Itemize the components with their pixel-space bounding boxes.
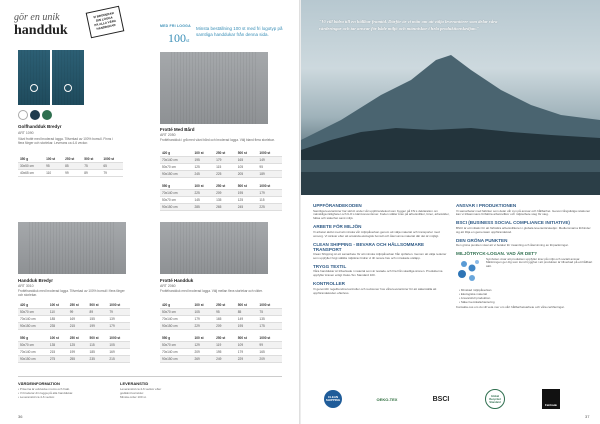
section-heading: UPPFÖRANDEKODEN <box>313 203 362 208</box>
price-table: 420 g 100 st 250 st 500 st 1000 st 50x70 cm 110 99 89 79 70x140 cm 185 169 155 139 90x150 cm 235 215 199 179 <box>18 302 130 330</box>
list-item: • Ekologiska material <box>459 291 487 296</box>
price-table <box>18 156 123 177</box>
footer-left-text: • Priserna är exklusive moms och frakt. • Vi broderar din logga på alla handdukar. • Leveranstid ca 4-6 veckor. <box>18 387 74 399</box>
table-row: 40x65 cm 110 99 89 79 <box>18 170 123 177</box>
text-column-right <box>456 200 594 310</box>
price-table-2: 550 g 100 st 250 st 500 st 1000 st 70x140 cm 225 209 195 179 50x70 cm 145 135 125 115 90x150 cm 285 265 245 225 <box>160 183 282 211</box>
water-drops-icon <box>456 258 482 286</box>
table-row: 70x140 cm 215 199 185 169 <box>18 349 130 356</box>
product-description: Frottéhandduk i grå med vävd bård och broderad logga. Välj bland flera storlekar. <box>160 138 275 142</box>
table-header: 500 st <box>82 156 101 163</box>
price-table: 420 g 100 st 250 st 500 st 1000 st 50x70 cm 105 95 85 75 70x140 cm 179 165 149 135 90x150 cm 229 209 195 175 <box>160 302 282 330</box>
fairtrade-logo: Fairtrade <box>529 388 573 410</box>
left-page <box>0 0 299 424</box>
oeko-tex-logo: OEKO-TEX <box>376 396 398 402</box>
bsci-logo: BSCI <box>432 395 450 403</box>
product-name: Golfhandduk Bredyr <box>18 124 62 129</box>
section-heading: TRYGG TEXTIL <box>313 263 347 269</box>
product-name: Handduk Bredyr <box>18 278 54 283</box>
footer-left-title: VÄRDEINFORMATION <box>18 381 60 386</box>
price-table-2: 550 g 100 st 250 st 500 st 1000 st 50x70 cm 135 125 115 105 70x140 cm 215 199 185 169 90x150 cm 275 255 235 215 <box>18 335 130 363</box>
product-code: ART 1090 <box>18 131 34 135</box>
benefit-list <box>456 288 594 304</box>
table-row: 50x70 cm 105 95 85 75 <box>160 309 282 316</box>
clean-shipping-logo: CLEAN SHIPPING <box>313 388 353 410</box>
section-text: Samtliga leverantörer har skrivit under vår uppförandekod som bygger på FN:s deklaration om mänskliga rättigheter och ILO:s kärnkonventioner. Koden ställer krav på arbetsvillkor, löner, arbetstider, hälsa och säkerhet samt miljö. <box>313 208 450 221</box>
table-row: 90x150 cm 285 265 245 225 <box>160 204 282 211</box>
bredyr-towel-image <box>18 222 126 274</box>
section-text: Clean Shipping är ett samarbete för att minska miljöpåverkan från sjöfarten. Genom att välja rederier som uppfyller högt ställda miljökrav bidrar vi till renare hav och minskade utsläpp. <box>313 252 447 260</box>
table-row: 50x70 cm 145 135 125 115 <box>160 197 282 204</box>
section-heading: CLEAN SHIPPING - BEVARA OCH HÅLLSOMMARE TRANSPORT <box>313 241 425 252</box>
promo-price-value: 100 <box>168 31 186 45</box>
table-row: 70x140 cm 185 169 155 139 <box>18 316 130 323</box>
table-row: 50x70 cm 110 99 89 79 <box>18 309 130 316</box>
section-text: Vi samarbetar med fabriker som delar vår syn på ansvar och hållbarhet. Genom långsiktiga relationer kan vi tillsammans förbättra arbetsvillkor och miljöarbete steg för steg. <box>456 208 591 217</box>
table-header: 250 st <box>63 156 82 163</box>
product-description: Frottéhandduk med broderad logga. Tillverkad av 100% bomull i flera färger och storlekar. <box>18 289 125 297</box>
certification-logos <box>313 388 593 412</box>
logo-stamp <box>86 6 125 39</box>
towel-emblem-icon <box>30 84 38 92</box>
product-name: Frotté Handduk <box>160 278 194 283</box>
table-row: 90x150 cm 275 255 235 215 <box>18 356 130 363</box>
table-row: 50x70 cm 135 125 115 105 <box>18 342 130 349</box>
check-text: Symbolen visar att produkten uppfyller krav på miljö och socialt ansvar. Märkningen ger dig som kund trygghet i att produkten är tillverkad på ett hållbart sätt. <box>486 256 593 269</box>
golf-towel-image <box>18 50 50 105</box>
section-heading: MILJÖTRYCK-LOGAN. VAD ÄR DET? <box>456 251 537 257</box>
table-header: 350 g <box>18 156 44 163</box>
section-heading: KONTROLLER <box>313 281 345 287</box>
price-table: 420 g 100 st 250 st 500 st 1000 st 70x140 cm 195 179 165 149 50x70 cm 125 115 105 95 90x150 cm 245 225 205 189 <box>160 150 282 178</box>
table-row: 50x70 cm 129 119 109 99 <box>160 342 282 349</box>
text-column-left <box>313 200 451 295</box>
section-heading: ANSVAR I PRODUKTIONEN <box>456 203 517 208</box>
list-item: • Minskad miljöpåverkan <box>459 287 492 292</box>
list-item: • Säker kemikaliehantering <box>459 299 495 304</box>
color-swatch-green <box>42 110 52 120</box>
table-row: 90x150 cm 229 209 195 175 <box>160 323 282 330</box>
color-swatch-navy <box>30 110 40 120</box>
price-table-2: 550 g 100 st 250 st 500 st 1000 st 50x70 cm 129 119 109 99 70x140 cm 209 195 179 165 90x150 cm 269 249 229 209 <box>160 335 282 363</box>
product-code: ART 2060 <box>160 284 176 288</box>
list-item: • Ansvarsfull produktion <box>459 295 491 300</box>
footer-right-text: Leveranstid ca 4-6 veckor efter godkänt korrektur. Minsta order 100 st. <box>120 387 162 399</box>
table-row: 30x50 cm 95 85 75 65 <box>18 163 123 170</box>
section-text: BSCI är ett initiativ för att förbättra arbetsvillkoren i globala leverantörskedjor. Medlemmarna förbinder sig att följa en gemensam uppförandekod. <box>456 225 591 234</box>
table-header: 100 st <box>44 156 63 163</box>
table-row: 90x150 cm 245 225 205 189 <box>160 171 282 178</box>
hero-quote: "Vi vill bidra till en hållbar framtid. Därför är vi mån om att välja leverantörer som delar våra värderingar och tar ansvar för både miljö och människor i hela produktionskedjan." <box>319 19 498 31</box>
product-description: Vävd frotté med broderad logga. Tillverkad av 100% bomull. Finns i flera färger och storlekar. Leverans ca 4-6 veckor. <box>18 137 113 145</box>
table-header: 1000 st <box>101 156 123 163</box>
bard-towel-image <box>160 52 268 124</box>
table-row: 90x150 cm 269 249 229 209 <box>160 356 282 363</box>
table-row: 90x150 cm 235 215 199 179 <box>18 323 130 330</box>
title-line-2: handduk <box>14 23 68 38</box>
section-text: Våra handdukar är tillverkade i material som är testade och fria från skadliga ämnen. Produkterna uppfyller kraven enligt Oeko-Tex Standard 100. <box>313 269 443 278</box>
product-code: ART 3010 <box>18 284 34 288</box>
section-heading: DEN GRÖNA PUNKTEN <box>456 237 508 243</box>
table-row: 70x140 cm 179 165 149 135 <box>160 316 282 323</box>
product-code: ART 2050 <box>160 133 176 137</box>
towel-emblem-icon <box>64 84 72 92</box>
footer-right-title: LEVERANSTID <box>120 381 149 386</box>
footer-divider <box>18 376 282 377</box>
mountain-lake-photo <box>301 0 600 195</box>
section-text: Vi genomför regelbundna kontroller och revisioner hos våra leverantörer för att säkerställa att uppförandekoden efterlevs. <box>313 286 437 295</box>
section-text: Vi arbetar aktivt med att minska vår miljöpåverkan genom att välja material och transporter med omsorg. Vi strävar efter att använda ekologisk bomull och återvunna material där det är möjligt. <box>313 229 440 238</box>
page-number: 37 <box>585 414 590 419</box>
frotte-towel-image <box>160 222 268 274</box>
product-description: Frottéhandduk med broderad logga. Välj mellan flera storlekar och vikter. <box>160 289 263 293</box>
page-number: 36 <box>18 414 23 419</box>
color-swatch-white <box>18 110 28 120</box>
promo-price-unit: st <box>186 39 190 44</box>
table-row: 70x140 cm 209 195 179 165 <box>160 349 282 356</box>
title-line-1: gör en unik <box>14 12 60 23</box>
grs-logo: Global Recycled Standard <box>473 388 517 410</box>
closing-text: Kontakta oss om du vill veta mer om vårt hållbarhetsarbete och våra certifieringar. <box>456 304 565 309</box>
section-heading: BSCI (BUSINESS SOCIAL COMPLIANCE INITIATIVE) <box>456 220 570 226</box>
stamp-text: VI BRODERAR DIN LOGGA PÅ ALLA VÅRA HANDDUKAR <box>92 11 117 31</box>
promo-price <box>168 31 189 46</box>
promo-label: MED FRI LOGGA <box>160 24 191 28</box>
section-text: Den gröna punkten visar att vi betalar för insamling och återvinning av förpackningar. <box>456 243 569 248</box>
table-row: 70x140 cm 225 209 195 179 <box>160 190 282 197</box>
table-row: 70x140 cm 195 179 165 149 <box>160 157 282 164</box>
promo-text: Minsta beställning 100 st med fri logotyp på samtliga handdukar från denna sida. <box>196 26 283 37</box>
right-page <box>301 0 600 424</box>
table-row: 50x70 cm 125 115 105 95 <box>160 164 282 171</box>
product-name: Frotté Med Bård <box>160 127 195 132</box>
section-heading: ARBETE FÖR MILJÖN <box>313 224 362 230</box>
golf-towel-image-2 <box>52 50 84 105</box>
